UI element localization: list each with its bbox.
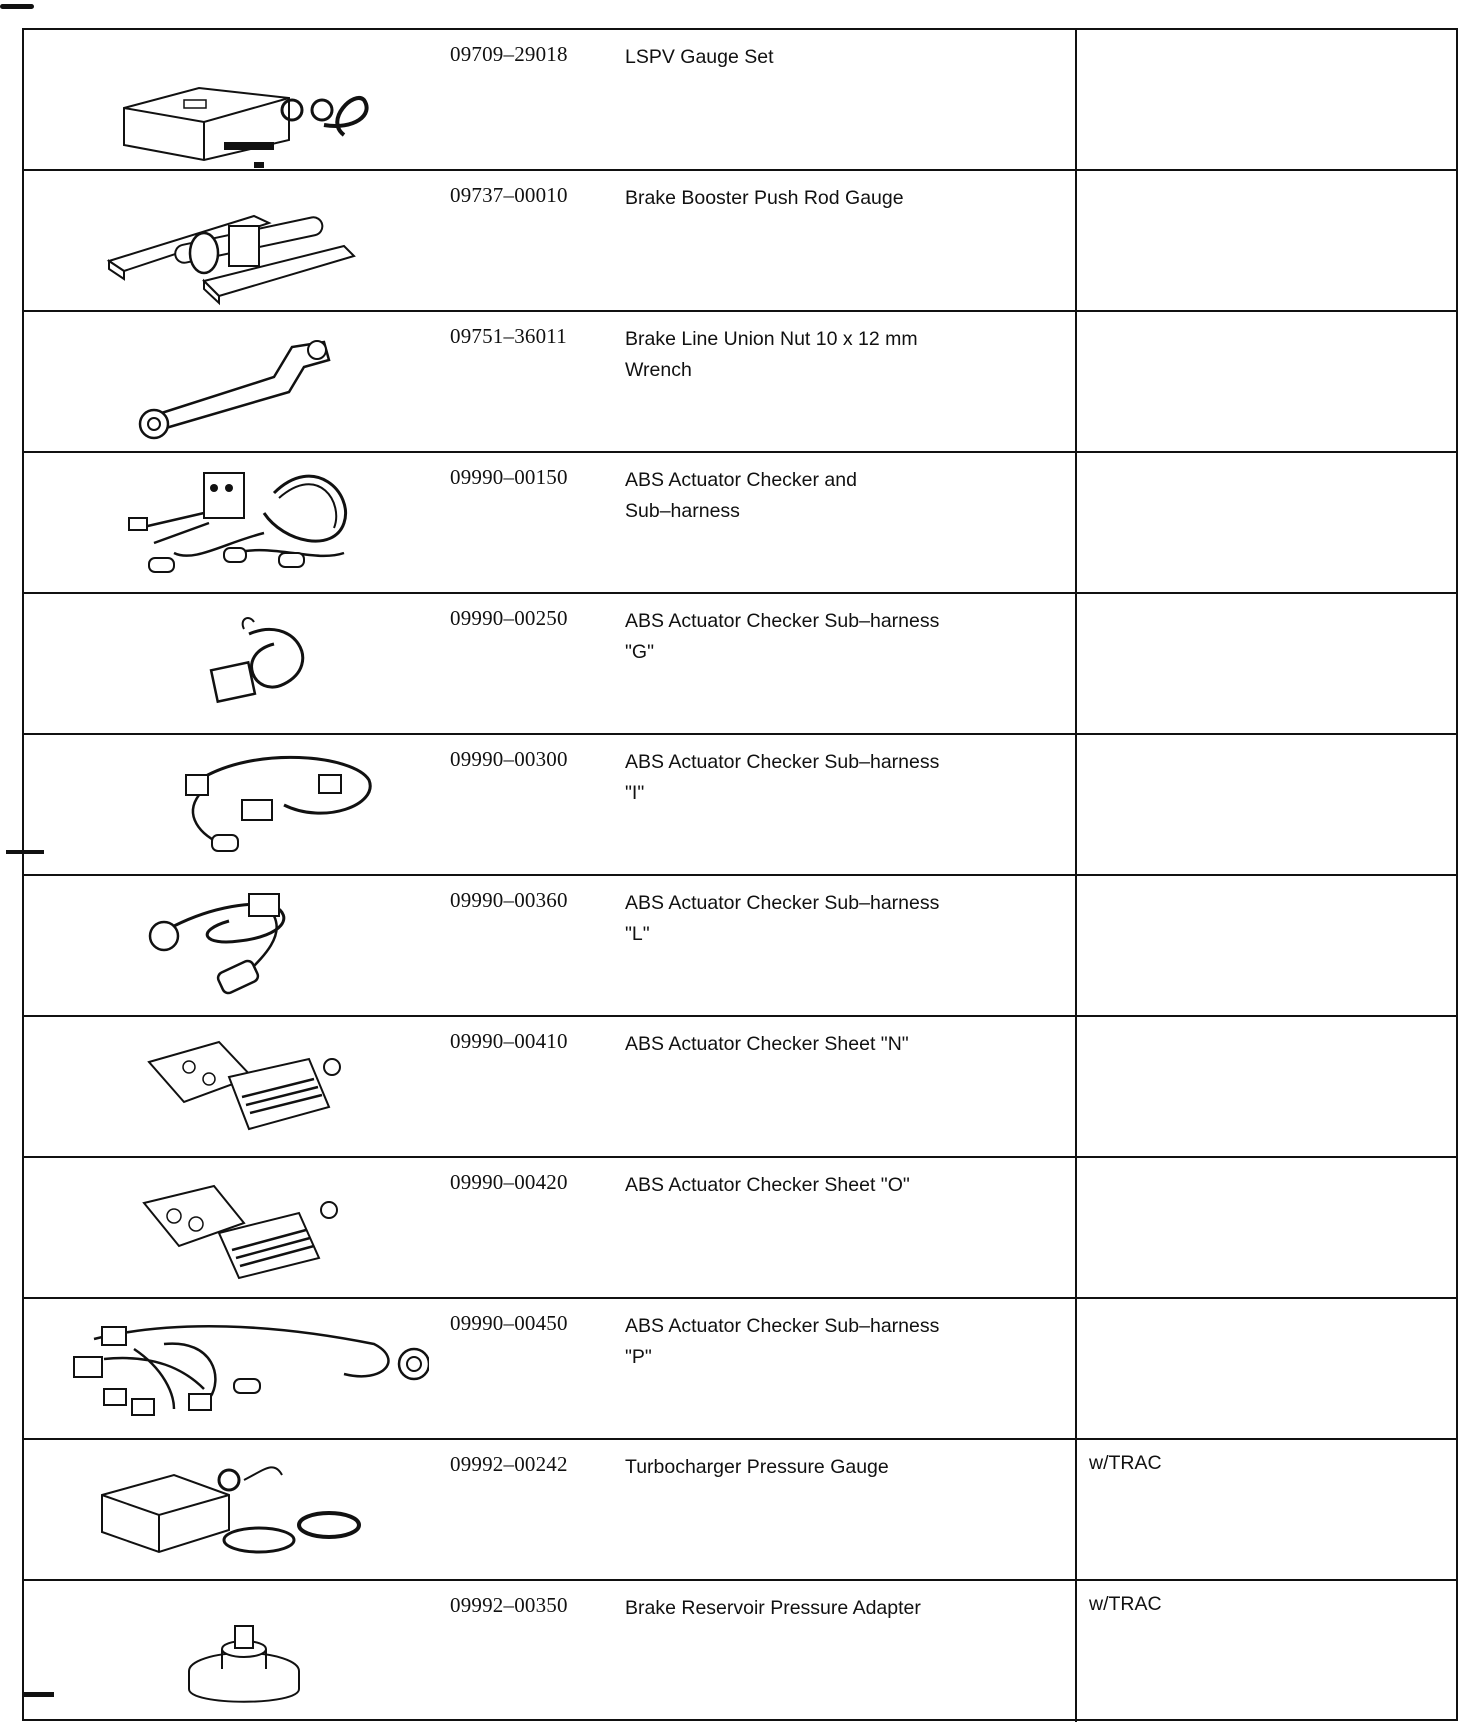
pressure-gauge-case-icon xyxy=(24,1440,429,1579)
column-divider xyxy=(1075,1299,1077,1438)
tool-description xyxy=(625,888,1065,950)
tool-description xyxy=(625,1029,1065,1060)
tool-description xyxy=(625,465,1065,527)
description-line: ABS Actuator Checker Sheet "O" xyxy=(625,1174,910,1196)
description-line: "P" xyxy=(625,1346,652,1368)
part-number: 09990–00450 xyxy=(450,1311,568,1335)
tool-note: w/TRAC xyxy=(1089,1452,1162,1474)
part-number: 09992–00350 xyxy=(450,1593,568,1617)
table-row xyxy=(24,171,1456,312)
description-line: LSPV Gauge Set xyxy=(625,46,774,68)
table-row xyxy=(24,312,1456,453)
table-row xyxy=(24,30,1456,171)
tool-description xyxy=(625,183,1065,214)
table-row xyxy=(24,1158,1456,1299)
checker-harness-icon xyxy=(24,453,429,592)
part-number: 09751–36011 xyxy=(450,324,567,348)
reservoir-adapter-icon xyxy=(24,1581,429,1722)
description-line: ABS Actuator Checker Sheet "N" xyxy=(625,1033,909,1055)
tool-description xyxy=(625,1170,1065,1201)
sub-harness-g-icon xyxy=(24,594,429,733)
scan-mark-top xyxy=(0,4,34,9)
tool-description xyxy=(625,1452,1065,1483)
description-line: "L" xyxy=(625,923,650,945)
description-line: Wrench xyxy=(625,359,692,381)
column-divider xyxy=(1075,1017,1077,1156)
tool-description xyxy=(625,606,1065,668)
table-row xyxy=(24,876,1456,1017)
sub-harness-p-icon xyxy=(24,1299,429,1438)
part-number: 09990–00410 xyxy=(450,1029,568,1053)
description-line: Brake Line Union Nut 10 x 12 mm xyxy=(625,328,918,350)
part-number: 09990–00250 xyxy=(450,606,568,630)
sub-harness-l-icon xyxy=(24,876,429,1015)
part-number: 09990–00420 xyxy=(450,1170,568,1194)
column-divider xyxy=(1075,30,1077,169)
tool-note: w/TRAC xyxy=(1089,1593,1162,1615)
description-line: Turbocharger Pressure Gauge xyxy=(625,1456,889,1478)
description-line: Sub–harness xyxy=(625,500,740,522)
table-row xyxy=(24,1017,1456,1158)
union-nut-wrench-icon xyxy=(24,312,429,451)
table-row xyxy=(24,735,1456,876)
description-line: ABS Actuator Checker and xyxy=(625,469,857,491)
part-number: 09737–00010 xyxy=(450,183,568,207)
part-number: 09992–00242 xyxy=(450,1452,568,1476)
column-divider xyxy=(1075,312,1077,451)
special-tools-table xyxy=(22,28,1458,1721)
part-number: 09990–00150 xyxy=(450,465,568,489)
description-line: ABS Actuator Checker Sub–harness xyxy=(625,1315,940,1337)
tool-description xyxy=(625,1311,1065,1373)
column-divider xyxy=(1075,453,1077,592)
description-line: "G" xyxy=(625,641,655,663)
description-line: Brake Reservoir Pressure Adapter xyxy=(625,1597,921,1619)
table-row xyxy=(24,594,1456,735)
description-line: ABS Actuator Checker Sub–harness xyxy=(625,892,940,914)
part-number: 09990–00360 xyxy=(450,888,568,912)
part-number: 09990–00300 xyxy=(450,747,568,771)
part-number: 09709–29018 xyxy=(450,42,568,66)
checker-sheet-o-icon xyxy=(24,1158,429,1297)
sub-harness-i-icon xyxy=(24,735,429,874)
table-row xyxy=(24,1440,1456,1581)
table-row xyxy=(24,1299,1456,1440)
column-divider xyxy=(1075,1158,1077,1297)
table-row xyxy=(24,453,1456,594)
tool-description xyxy=(625,747,1065,809)
tool-description xyxy=(625,324,1065,386)
column-divider xyxy=(1075,171,1077,310)
description-line: ABS Actuator Checker Sub–harness xyxy=(625,751,940,773)
description-line: Brake Booster Push Rod Gauge xyxy=(625,187,904,209)
column-divider xyxy=(1075,1581,1077,1722)
description-line: ABS Actuator Checker Sub–harness xyxy=(625,610,940,632)
checker-sheet-n-icon xyxy=(24,1017,429,1156)
push-rod-gauge-icon xyxy=(24,171,429,310)
table-row xyxy=(24,1581,1456,1722)
column-divider xyxy=(1075,876,1077,1015)
tool-description xyxy=(625,42,1065,73)
gauge-set-case-icon xyxy=(24,30,429,169)
description-line: "I" xyxy=(625,782,645,804)
tool-description xyxy=(625,1593,1065,1624)
column-divider xyxy=(1075,1440,1077,1579)
column-divider xyxy=(1075,594,1077,733)
column-divider xyxy=(1075,735,1077,874)
